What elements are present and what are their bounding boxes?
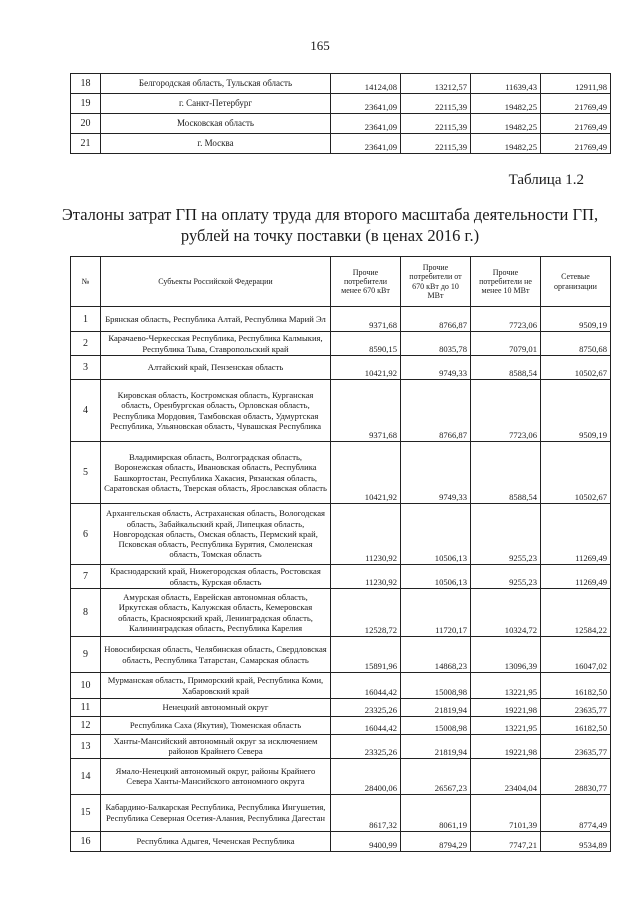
- row-value: 9400,99: [331, 831, 401, 851]
- row-value: 9509,19: [541, 380, 611, 442]
- table-row: [71, 74, 611, 94]
- row-value: 11639,43: [471, 74, 541, 94]
- row-subject: Белгородская область, Тульская область: [101, 74, 331, 94]
- row-value: 10421,92: [331, 356, 401, 380]
- row-value: 8588,54: [471, 442, 541, 504]
- table-row: [71, 94, 611, 114]
- row-value: 7101,39: [471, 794, 541, 831]
- table-row: [71, 794, 611, 831]
- row-subject: Ямало-Ненецкий автономный округ, районы Крайнего Севера Ханты-Мансийского автономного округа: [101, 758, 331, 794]
- row-subject: Амурская область, Еврейская автономная область, Иркутская область, Калужская область, Кемеровская область, Красноярский край, Ленинградская область, Калининградская область, Республика Карелия: [101, 589, 331, 637]
- row-value: 28400,06: [331, 758, 401, 794]
- title-line-1: Эталоны затрат ГП на оплату труда для второго масштаба деятельности ГП,: [61, 205, 599, 224]
- row-value: 23325,26: [331, 735, 401, 759]
- row-subject: Московская область: [101, 114, 331, 134]
- row-value: 7723,06: [471, 307, 541, 332]
- row-value: 12911,98: [541, 74, 611, 94]
- row-number: 4: [71, 380, 101, 442]
- header-col1: Прочие потребители менее 670 кВт: [331, 257, 401, 307]
- row-value: 23404,04: [471, 758, 541, 794]
- row-number: 7: [71, 565, 101, 589]
- row-value: 16182,50: [541, 717, 611, 735]
- row-value: 16047,02: [541, 637, 611, 673]
- row-number: 3: [71, 356, 101, 380]
- page-number: 165: [310, 38, 330, 53]
- row-number: 12: [71, 717, 101, 735]
- row-value: 21769,49: [541, 134, 611, 154]
- row-value: 9749,33: [401, 356, 471, 380]
- row-number: 16: [71, 831, 101, 851]
- header-subject: Субъекты Российской Федерации: [101, 257, 331, 307]
- row-value: 9255,23: [471, 565, 541, 589]
- row-value: 23635,77: [541, 699, 611, 717]
- row-value: 19482,25: [471, 94, 541, 114]
- row-value: 8588,54: [471, 356, 541, 380]
- row-value: 21769,49: [541, 114, 611, 134]
- row-value: 13221,95: [471, 717, 541, 735]
- row-number: 10: [71, 673, 101, 699]
- row-subject: Ханты-Мансийский автономный округ за исключением районов Крайнего Севера: [101, 735, 331, 759]
- row-value: 23325,26: [331, 699, 401, 717]
- row-value: 9534,89: [541, 831, 611, 851]
- title-line-2: рублей на точку поставки (в ценах 2016 г.): [180, 226, 480, 246]
- row-value: 21819,94: [401, 699, 471, 717]
- row-value: 19482,25: [471, 114, 541, 134]
- row-value: 8035,78: [401, 332, 471, 356]
- row-value: 19482,25: [471, 134, 541, 154]
- row-subject: Краснодарский край, Нижегородская область, Ростовская область, Курская область: [101, 565, 331, 589]
- row-value: 8766,87: [401, 307, 471, 332]
- table-row: [71, 565, 611, 589]
- row-value: 9371,68: [331, 307, 401, 332]
- row-number: 20: [71, 114, 101, 134]
- row-value: 22115,39: [401, 134, 471, 154]
- row-value: 19221,98: [471, 699, 541, 717]
- row-value: 23641,09: [331, 94, 401, 114]
- row-value: 23635,77: [541, 735, 611, 759]
- table-row: [71, 356, 611, 380]
- row-value: 16044,42: [331, 673, 401, 699]
- row-value: 8794,29: [401, 831, 471, 851]
- header-num: №: [71, 257, 101, 307]
- table-row: [71, 134, 611, 154]
- row-number: 14: [71, 758, 101, 794]
- row-value: 21769,49: [541, 94, 611, 114]
- row-value: 22115,39: [401, 114, 471, 134]
- row-value: 10502,67: [541, 442, 611, 504]
- document-title: [60, 204, 600, 246]
- table-row: [71, 332, 611, 356]
- row-value: 11269,49: [541, 565, 611, 589]
- table-row: [71, 442, 611, 504]
- row-subject: Республика Адыгея, Чеченская Республика: [101, 831, 331, 851]
- row-value: 12584,22: [541, 589, 611, 637]
- row-value: 15008,98: [401, 717, 471, 735]
- row-value: 16044,42: [331, 717, 401, 735]
- row-value: 9749,33: [401, 442, 471, 504]
- row-value: 15008,98: [401, 673, 471, 699]
- table-row: [71, 380, 611, 442]
- row-value: 13221,95: [471, 673, 541, 699]
- row-value: 11720,17: [401, 589, 471, 637]
- row-value: 11269,49: [541, 504, 611, 565]
- row-value: 10502,67: [541, 356, 611, 380]
- row-value: 8774,49: [541, 794, 611, 831]
- table-row: [71, 758, 611, 794]
- row-value: 19221,98: [471, 735, 541, 759]
- row-subject: г. Москва: [101, 134, 331, 154]
- cost-standards-table: [70, 256, 611, 852]
- row-value: 13212,57: [401, 74, 471, 94]
- row-number: 8: [71, 589, 101, 637]
- cost-standards-table-body: [71, 307, 611, 852]
- row-value: 14868,23: [401, 637, 471, 673]
- table-row: [71, 831, 611, 851]
- row-number: 9: [71, 637, 101, 673]
- row-value: 12528,72: [331, 589, 401, 637]
- header-col4: Сетевые организации: [541, 257, 611, 307]
- row-subject: Брянская область, Республика Алтай, Республика Марий Эл: [101, 307, 331, 332]
- row-number: 19: [71, 94, 101, 114]
- row-subject: г. Санкт-Петербург: [101, 94, 331, 114]
- row-value: 21819,94: [401, 735, 471, 759]
- row-value: 23641,09: [331, 134, 401, 154]
- row-subject: Владимирская область, Волгоградская область, Воронежская область, Ивановская область, Республика Башкортостан, Республика Хакасия, Рязанская область, Саратовская область, Тверская область, Ярославская область: [101, 442, 331, 504]
- row-number: 15: [71, 794, 101, 831]
- row-number: 13: [71, 735, 101, 759]
- row-value: 13096,39: [471, 637, 541, 673]
- row-value: 10506,13: [401, 504, 471, 565]
- row-value: 8061,19: [401, 794, 471, 831]
- row-value: 15891,96: [331, 637, 401, 673]
- row-number: 2: [71, 332, 101, 356]
- table-row: [71, 637, 611, 673]
- row-subject: Новосибирская область, Челябинская область, Свердловская область, Республика Татарстан, Самарская область: [101, 637, 331, 673]
- row-subject: Архангельская область, Астраханская область, Вологодская область, Забайкальский край, Липецкая область, Новгородская область, Омская область, Пермский край, Псковская область, Республика Бурятия, Смоленская область, Томская область: [101, 504, 331, 565]
- table-row: [71, 717, 611, 735]
- continued-table-body: [71, 74, 611, 154]
- row-number: 11: [71, 699, 101, 717]
- table-row: [71, 307, 611, 332]
- row-value: 10506,13: [401, 565, 471, 589]
- row-value: 9371,68: [331, 380, 401, 442]
- header-col2: Прочие потребители от 670 кВт до 10 МВт: [401, 257, 471, 307]
- row-value: 28830,77: [541, 758, 611, 794]
- row-value: 10324,72: [471, 589, 541, 637]
- header-col3: Прочие потребители не менее 10 МВт: [471, 257, 541, 307]
- row-value: 9509,19: [541, 307, 611, 332]
- continued-table: [70, 73, 611, 154]
- row-value: 8750,68: [541, 332, 611, 356]
- table-row: [71, 699, 611, 717]
- row-value: 10421,92: [331, 442, 401, 504]
- row-value: 7079,01: [471, 332, 541, 356]
- row-subject: Кабардино-Балкарская Республика, Республика Ингушетия, Республика Северная Осетия-Алания, Республика Дагестан: [101, 794, 331, 831]
- row-number: 6: [71, 504, 101, 565]
- table-row: [71, 504, 611, 565]
- row-value: 9255,23: [471, 504, 541, 565]
- row-subject: Карачаево-Черкесская Республика, Республика Калмыкия, Республика Тыва, Ставропольский край: [101, 332, 331, 356]
- table-row: [71, 589, 611, 637]
- header-row: [71, 257, 611, 307]
- row-subject: Ненецкий автономный округ: [101, 699, 331, 717]
- row-value: 8590,15: [331, 332, 401, 356]
- row-subject: Алтайский край, Пензенская область: [101, 356, 331, 380]
- row-value: 26567,23: [401, 758, 471, 794]
- row-value: 8766,87: [401, 380, 471, 442]
- table-label: Таблица 1.2: [508, 172, 584, 188]
- table-row: [71, 673, 611, 699]
- table-row: [71, 735, 611, 759]
- row-value: 23641,09: [331, 114, 401, 134]
- row-value: 14124,08: [331, 74, 401, 94]
- row-value: 7747,21: [471, 831, 541, 851]
- row-value: 11230,92: [331, 565, 401, 589]
- row-value: 22115,39: [401, 94, 471, 114]
- row-number: 5: [71, 442, 101, 504]
- row-value: 7723,06: [471, 380, 541, 442]
- row-subject: Кировская область, Костромская область, Курганская область, Оренбургская область, Орловская область, Республика Мордовия, Тамбовская область, Удмуртская Республика, Ульяновская область, Чувашская Республика: [101, 380, 331, 442]
- row-value: 11230,92: [331, 504, 401, 565]
- row-number: 18: [71, 74, 101, 94]
- table-row: [71, 114, 611, 134]
- row-subject: Республика Саха (Якутия), Тюменская область: [101, 717, 331, 735]
- row-number: 21: [71, 134, 101, 154]
- row-value: 16182,50: [541, 673, 611, 699]
- row-subject: Мурманская область, Приморский край, Республика Коми, Хабаровский край: [101, 673, 331, 699]
- row-number: 1: [71, 307, 101, 332]
- row-value: 8617,32: [331, 794, 401, 831]
